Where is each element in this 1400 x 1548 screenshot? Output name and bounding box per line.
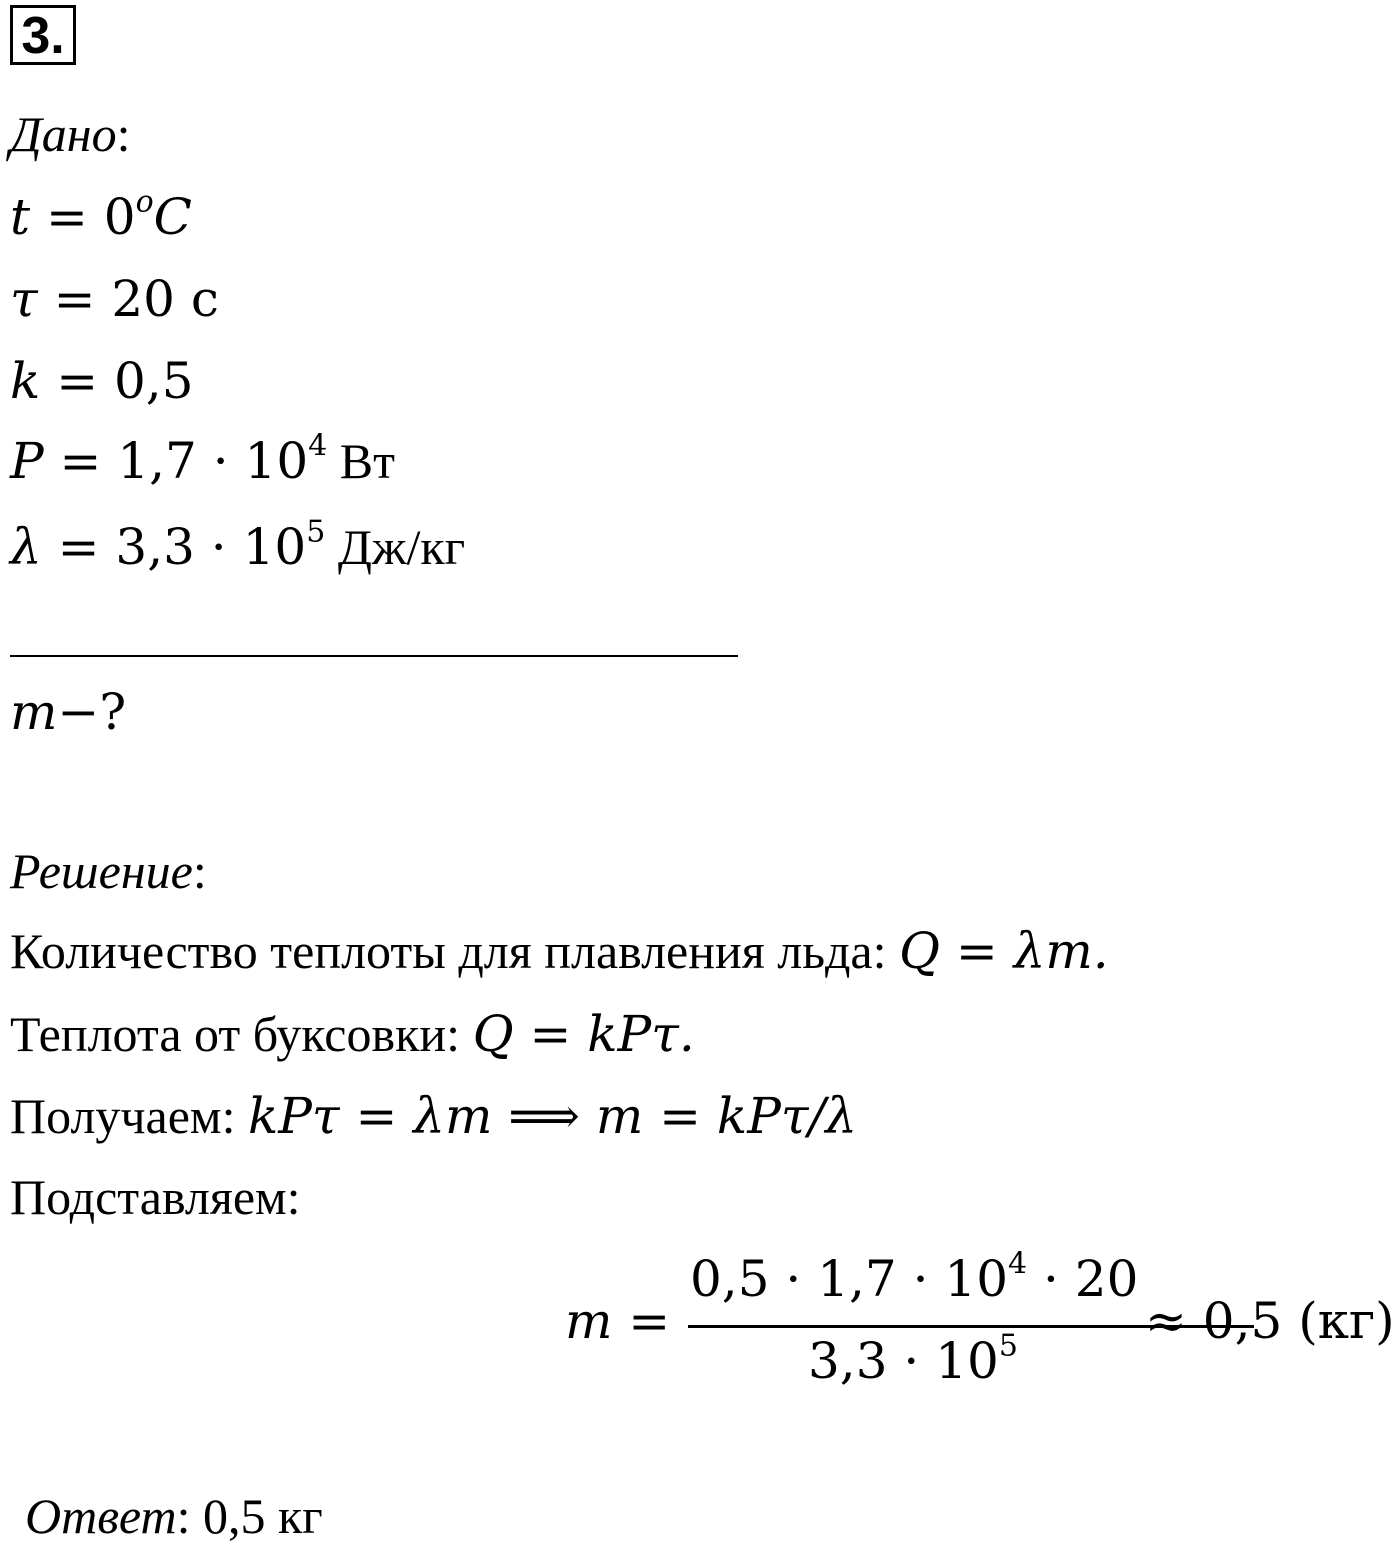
formula-lhs: m =	[565, 1292, 671, 1350]
given-divider	[10, 655, 738, 657]
given-t-unit: C	[153, 188, 192, 246]
solution-line-4	[10, 1168, 301, 1226]
answer	[25, 1487, 323, 1545]
given-lambda-var: λ	[10, 518, 42, 576]
solution-heading-text: Решение	[10, 843, 193, 899]
solution-line-2-formula: Q = kPτ.	[472, 1005, 695, 1063]
formula-result: ≈ 0,5 (кг)	[1145, 1292, 1395, 1350]
given-heading-colon: :	[116, 106, 131, 162]
given-P	[10, 428, 395, 490]
given-k-var: k	[10, 352, 41, 410]
formula-denominator-exp: 5	[998, 1328, 1018, 1364]
solution-line-3	[10, 1087, 857, 1145]
solution-line-3-text: Получаем:	[10, 1088, 248, 1144]
given-heading	[10, 105, 131, 163]
given-P-exp: 4	[308, 428, 328, 464]
answer-label: Ответ	[25, 1488, 177, 1544]
given-t-var: t	[10, 188, 31, 246]
formula-numerator-main: 0,5 · 1,7 · 10	[690, 1250, 1009, 1308]
problem-number: 3.	[10, 5, 76, 65]
given-P-unit: Вт	[327, 433, 395, 489]
given-k-eq: = 0,5	[40, 352, 194, 410]
given-find-var: m	[10, 683, 58, 741]
given-heading-text: Дано	[10, 106, 117, 162]
formula-numerator	[690, 1246, 1139, 1308]
answer-value: 0,5 кг	[202, 1488, 323, 1544]
mass-formula	[565, 1246, 1400, 1390]
given-lambda-exp: 5	[306, 514, 326, 550]
given-t-eq: = 0	[30, 188, 136, 246]
given-lambda-unit: Дж/кг	[325, 519, 466, 575]
given-tau	[10, 270, 219, 328]
given-lambda	[10, 514, 466, 576]
solution-heading	[10, 842, 207, 900]
answer-colon: :	[176, 1488, 203, 1544]
given-k	[10, 352, 194, 410]
given-tau-eq: = 20 с	[37, 270, 219, 328]
solution-line-3-formula: kPτ = λm ⟹ m = kPτ/λ	[247, 1087, 858, 1145]
given-t	[10, 184, 192, 246]
solution-line-1-text: Количество теплоты для плавления льда:	[10, 923, 900, 979]
solution-heading-colon: :	[192, 843, 207, 899]
formula-denominator	[808, 1328, 1018, 1390]
solution-line-1-formula: Q = λm.	[899, 922, 1109, 980]
given-tau-var: τ	[10, 270, 38, 328]
formula-denominator-main: 3,3 · 10	[808, 1332, 999, 1390]
given-find	[10, 683, 126, 741]
solution-line-2	[10, 1005, 695, 1063]
given-P-var: P	[10, 432, 44, 490]
formula-numerator-tail: · 20	[1027, 1250, 1139, 1308]
solution-line-1	[10, 922, 1109, 980]
given-find-question: −?	[57, 683, 127, 741]
given-P-eq: = 1,7 · 10	[43, 432, 309, 490]
solution-line-2-text: Теплота от буксовки:	[10, 1006, 473, 1062]
given-lambda-eq: = 3,3 · 10	[41, 518, 307, 576]
given-t-degree: o	[135, 184, 154, 220]
formula-numerator-exp: 4	[1008, 1246, 1028, 1282]
solution-line-4-text: Подставляем:	[10, 1169, 301, 1225]
